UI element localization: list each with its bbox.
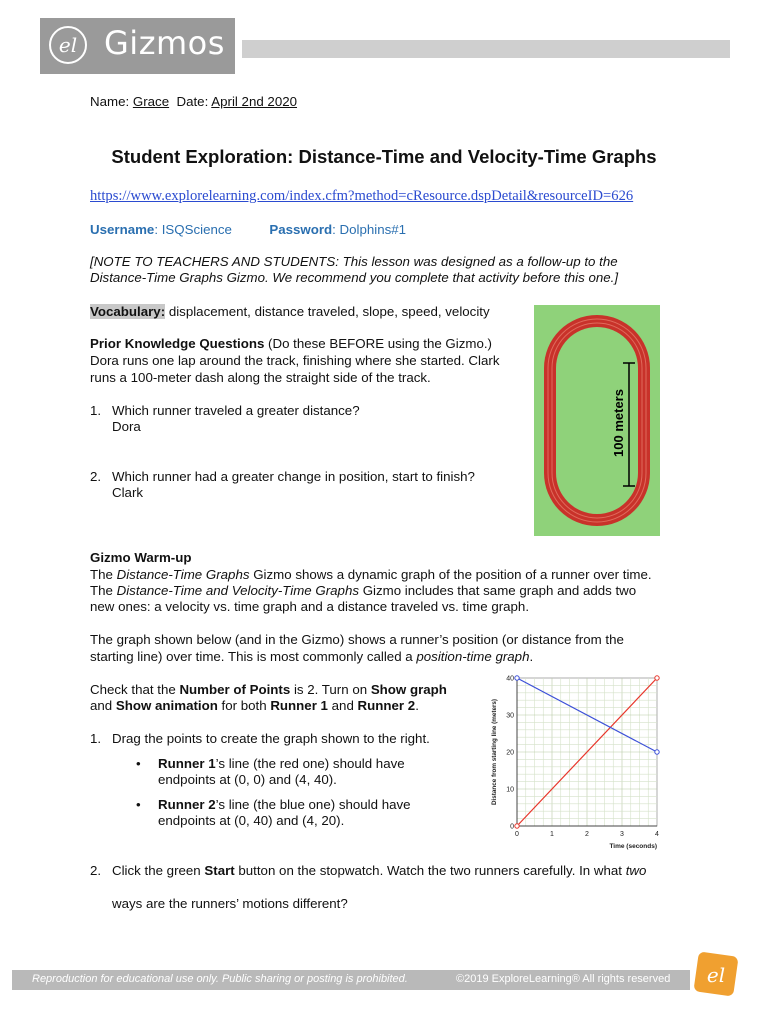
text-run: The xyxy=(90,567,117,582)
explorelearning-logo-icon xyxy=(48,25,88,65)
text-run: Gizmo shows a dynamic graph of the position of a runner over time. xyxy=(249,567,652,582)
text-run: and xyxy=(327,698,358,713)
y-tick-label: 40 xyxy=(506,675,514,683)
runner-name: Runner 2 xyxy=(158,797,216,812)
text-run: . xyxy=(415,698,419,713)
name-date-row xyxy=(90,94,297,110)
question-text: Which runner traveled a greater distance? xyxy=(112,403,360,418)
series-point xyxy=(515,676,519,680)
footer-logo-glyph: el xyxy=(706,963,726,987)
prior-knowledge-line-2: runs a 100-meter dash along the straight side of the track. xyxy=(90,370,431,385)
bullet-runner-2-line-1 xyxy=(158,797,411,813)
x-tick-label: 1 xyxy=(550,831,554,838)
term-emphasis: position-time graph xyxy=(416,649,530,664)
date-value: April 2nd 2020 xyxy=(211,94,298,109)
series-point xyxy=(655,750,659,754)
position-time-graph xyxy=(487,672,663,856)
text-run: The xyxy=(90,583,117,598)
vocabulary-label: Vocabulary: xyxy=(90,304,166,319)
vocabulary-row xyxy=(90,304,490,320)
warmup-question-2 xyxy=(90,863,646,879)
track-measure-label: 100 meters xyxy=(611,389,626,457)
warmup-p1-line-1 xyxy=(90,567,652,583)
text-run: and xyxy=(90,698,116,713)
text-run: . xyxy=(529,649,534,664)
x-tick-label: 3 xyxy=(620,831,624,838)
bullet-icon: • xyxy=(136,797,141,812)
y-tick-label: 0 xyxy=(510,823,514,831)
name-label: Name: xyxy=(90,94,130,109)
text-run: for both xyxy=(217,698,271,713)
bullet-runner-1-line-2: endpoints at (0, 0) and (4, 40). xyxy=(158,772,337,787)
warmup-heading: Gizmo Warm-up xyxy=(90,550,192,565)
password-value: : Dolphins#1 xyxy=(332,222,407,237)
text-run: Gizmo includes that same graph and adds two xyxy=(359,583,637,598)
note-line-2: Distance-Time Graphs Gizmo. We recommend you complete that activity before this one.] xyxy=(90,270,619,285)
vocabulary-terms: displacement, distance traveled, slope, speed, velocity xyxy=(165,304,490,319)
text-run: starting line) over time. This is most commonly called a xyxy=(90,649,417,664)
footer-copyright: ©2019 ExploreLearning® All rights reserved xyxy=(456,973,671,985)
question-text: Which runner had a greater change in position, start to finish? xyxy=(112,469,475,484)
series-point xyxy=(655,676,659,680)
y-axis-label: Distance from starting line (meters) xyxy=(491,698,498,806)
running-track-image xyxy=(534,305,660,536)
runner-name: Runner 1 xyxy=(270,698,328,713)
password-label: Password xyxy=(269,222,333,237)
y-tick-label: 10 xyxy=(506,786,514,794)
resource-link[interactable]: https://www.explorelearning.com/index.cfm?method=cResource.dspDetail&resourceID=626 xyxy=(90,188,634,204)
prior-knowledge-heading-row xyxy=(90,336,492,352)
date-label: Date: xyxy=(176,94,209,109)
warmup-p2-line-1: The graph shown below (and in the Gizmo) shows a runner’s position (or distance from the xyxy=(90,632,624,647)
x-axis-label: Time (seconds) xyxy=(609,843,657,850)
prior-knowledge-heading: Prior Knowledge Questions xyxy=(90,336,265,351)
answer-2[interactable]: Clark xyxy=(112,485,144,500)
warmup-p1-line-2 xyxy=(90,583,636,599)
username-value: : ISQScience xyxy=(154,222,232,237)
bullet-runner-1-line-1 xyxy=(158,756,405,772)
button-name: Start xyxy=(204,863,235,878)
gizmo-title: Distance-Time Graphs xyxy=(116,567,250,582)
x-tick-label: 4 xyxy=(655,831,659,838)
series-point xyxy=(515,824,519,828)
warmup-p1-line-3: new ones: a velocity vs. time graph and a distance traveled vs. time graph. xyxy=(90,599,530,614)
check-line-2 xyxy=(90,698,419,714)
question-number: 1. xyxy=(90,403,102,418)
page-title: Student Exploration: Distance-Time and Velocity-Time Graphs xyxy=(111,146,657,167)
y-tick-label: 20 xyxy=(506,749,514,757)
text-run: ’s line (the red one) should have xyxy=(215,756,405,771)
header-bar xyxy=(242,40,730,58)
bullet-runner-2-line-2: endpoints at (0, 40) and (4, 20). xyxy=(158,813,345,828)
credentials-row xyxy=(90,222,406,238)
text-run: Check that the xyxy=(90,682,180,697)
explorelearning-footer-logo-icon xyxy=(694,952,738,996)
logo-glyph: el xyxy=(58,33,78,57)
text-run: ’s line (the blue one) should have xyxy=(215,797,411,812)
gizmo-title: Distance-Time and Velocity-Time Graphs xyxy=(116,583,359,598)
question-number: 2. xyxy=(90,469,102,484)
warmup-question-2-line-2: ways are the runners’ motions different? xyxy=(112,896,348,911)
setting-name: Show animation xyxy=(115,698,218,713)
gizmos-logo-text: Gizmos xyxy=(104,24,225,62)
emphasis: two xyxy=(625,863,647,878)
username-label: Username xyxy=(90,222,155,237)
warmup-p2-line-2 xyxy=(90,649,533,665)
footer-disclaimer: Reproduction for educational use only. Public sharing or posting is prohibited. xyxy=(32,973,408,985)
name-value: Grace xyxy=(132,94,170,109)
prior-knowledge-note: (Do these BEFORE using the Gizmo.) xyxy=(264,336,492,351)
note-line-1: [NOTE TO TEACHERS AND STUDENTS: This lesson was designed as a follow-up to the xyxy=(90,254,618,269)
question-2 xyxy=(90,469,475,485)
bullet-icon: • xyxy=(136,756,141,771)
setting-name: Number of Points xyxy=(179,682,291,697)
y-tick-label: 30 xyxy=(506,712,514,720)
question-text: Drag the points to create the graph shown to the right. xyxy=(112,731,430,746)
text-run: button on the stopwatch. Watch the two runners carefully. In what xyxy=(234,863,626,878)
x-tick-label: 2 xyxy=(585,831,589,838)
setting-name: Show graph xyxy=(370,682,447,697)
x-tick-label: 0 xyxy=(515,831,519,838)
runner-name: Runner 1 xyxy=(158,756,216,771)
question-1 xyxy=(90,403,360,419)
text-run: Click the green xyxy=(112,863,205,878)
question-number: 1. xyxy=(90,731,102,746)
answer-1[interactable]: Dora xyxy=(112,419,141,434)
warmup-question-1 xyxy=(90,731,430,747)
text-run: is 2. Turn on xyxy=(290,682,371,697)
check-line-1 xyxy=(90,682,447,698)
question-number: 2. xyxy=(90,863,102,878)
runner-name: Runner 2 xyxy=(357,698,416,713)
prior-knowledge-line-1: Dora runs one lap around the track, finishing where she started. Clark xyxy=(90,353,500,368)
